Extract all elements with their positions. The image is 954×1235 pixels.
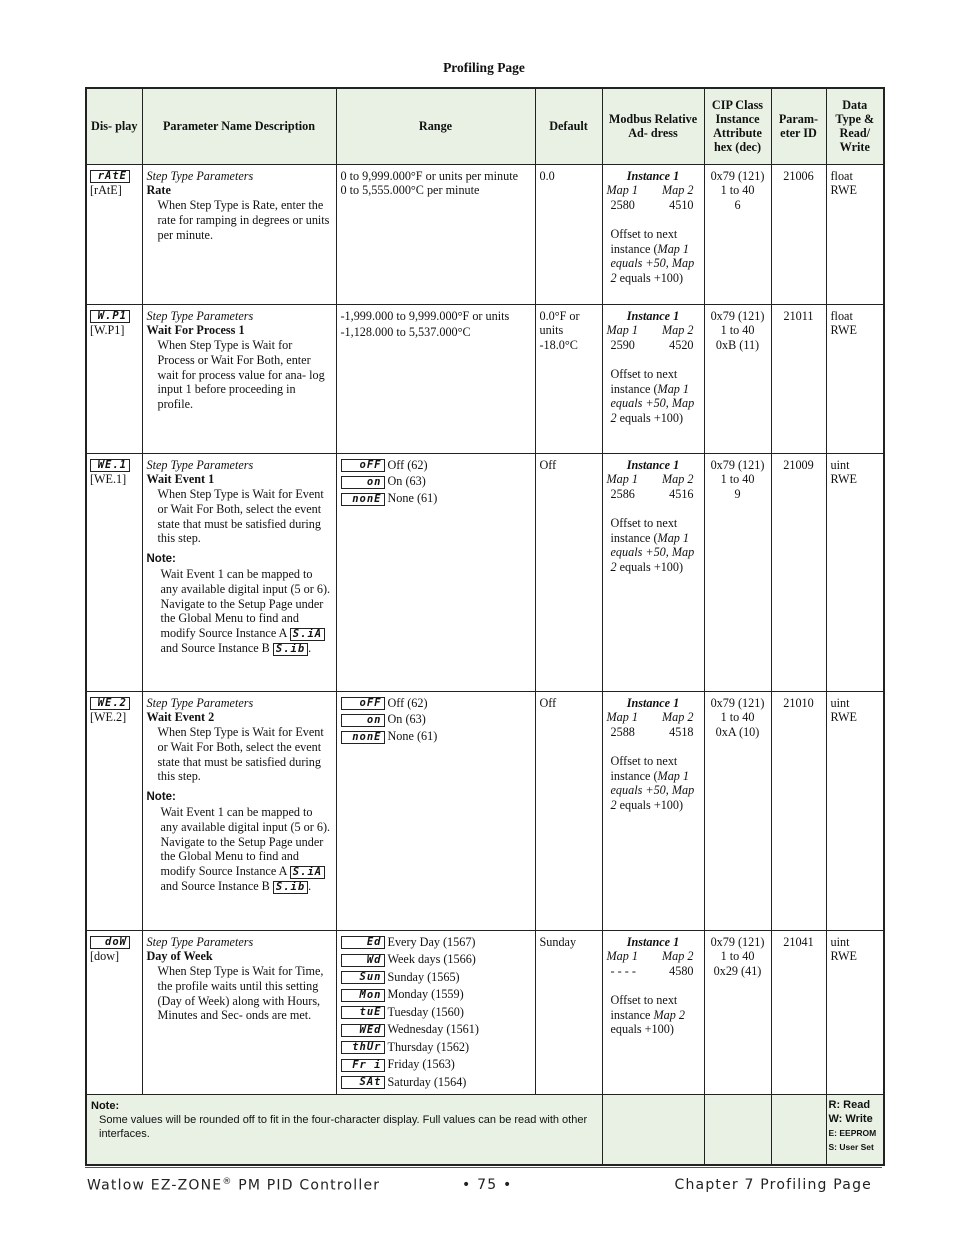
cip-instance: 1 to 40 — [720, 323, 755, 338]
offset-note: Offset to next instance (Map 1 equals +50, Map 2 equals +100) — [610, 366, 695, 426]
map1-address: 2586 — [610, 487, 635, 502]
option-item: nonE None (61) — [341, 491, 531, 506]
header-display: Dis- play — [86, 88, 142, 164]
table-row — [86, 164, 884, 304]
table-row — [86, 453, 884, 691]
footer-product: Watlow EZ-ZONE® PM PID Controller — [87, 1177, 381, 1194]
map2-label: Map 2 — [662, 472, 694, 487]
parameter-id: 21041 — [783, 934, 814, 949]
legend-write: W: Write — [828, 1113, 873, 1125]
lcd-option: tuE — [341, 1006, 385, 1019]
cip-instance: 1 to 40 — [720, 949, 755, 964]
table-row — [86, 691, 884, 930]
lcd-option: Mon — [341, 989, 385, 1002]
lcd-option: nonE — [341, 493, 385, 506]
note-label: Note: — [146, 553, 176, 566]
table-row — [86, 930, 884, 1095]
data-type: float — [830, 308, 853, 323]
param-description: When Step Type is Wait for Time, the profile waits until this setting (Day of Week) along with Hours, Minutes and Sec- onds are met. — [157, 964, 324, 1023]
option-item: oFF Off (62) — [341, 458, 531, 473]
lcd-display: rAtE — [90, 170, 130, 183]
map2-address: 4520 — [669, 338, 694, 353]
cip-class: 0x79 (121) — [710, 457, 765, 472]
cip-class: 0x79 (121) — [710, 695, 765, 710]
param-category: Step Type Parameters — [146, 168, 254, 183]
default-value: -18.0°C — [539, 338, 578, 353]
display-code: [rAtE] — [90, 183, 122, 198]
param-description: When Step Type is Wait for Process or Wait For Both, enter wait for process value for ana- log input 1 before proceeding in profile. — [157, 338, 325, 412]
default-value: Sunday — [539, 934, 577, 949]
param-name: Rate — [146, 183, 171, 198]
option-item: Sun Sunday (1565) — [341, 970, 531, 986]
option-item: thUr Thursday (1562) — [341, 1040, 531, 1056]
lcd-option: Sun — [341, 971, 385, 984]
footer-chapter: Chapter 7 Profiling Page — [674, 1177, 872, 1193]
map1-label: Map 1 — [606, 183, 638, 198]
offset-note: Offset to next instance (Map 1 equals +50, Map 2 equals +100) — [610, 753, 695, 813]
param-category: Step Type Parameters — [146, 695, 254, 710]
lcd-source-a: S.iA — [290, 628, 325, 641]
lcd-display: WE.1 — [90, 459, 130, 472]
header-name: Parameter Name Description — [142, 88, 336, 164]
option-item: on On (63) — [341, 712, 531, 727]
cip-attribute: 0xA (10) — [715, 725, 760, 740]
lcd-display: W.P1 — [90, 310, 130, 323]
map2-label: Map 2 — [662, 323, 694, 338]
lcd-option: nonE — [341, 731, 385, 744]
map1-address: - - - - — [610, 964, 636, 979]
lcd-option: Wd — [341, 954, 385, 967]
cip-attribute: 9 — [734, 487, 741, 502]
note-text: Wait Event 1 can be mapped to any available digital input (5 or 6). Navigate to the Setup Page under the Global Menu to find and modify Source Instance A S.iA and Source Instance B S.ib . — [160, 567, 331, 656]
map2-address: 4580 — [669, 964, 694, 979]
cip-class: 0x79 (121) — [710, 168, 765, 183]
cip-class: 0x79 (121) — [710, 934, 765, 949]
modbus-instance: Instance 1 — [626, 457, 680, 472]
data-type: uint — [830, 457, 850, 472]
param-description: When Step Type is Wait for Event or Wait For Both, select the event state that must be satisfied during this step. — [157, 725, 324, 784]
option-item: Wd Week days (1566) — [341, 952, 531, 968]
option-item: tuE Tuesday (1560) — [341, 1005, 531, 1021]
range-value: -1,999.000 to 9,999.000°F or units — [340, 308, 510, 323]
map2-address: 4510 — [669, 198, 694, 213]
header-range: Range — [336, 88, 535, 164]
map1-label: Map 1 — [606, 323, 638, 338]
default-value: 0.0 — [539, 168, 555, 183]
offset-note: Offset to next instance (Map 1 equals +50, Map 2 equals +100) — [610, 515, 695, 575]
header-row — [86, 88, 884, 164]
lcd-source-b: S.ib — [273, 881, 308, 894]
legend-user-set: S: User Set — [828, 1142, 874, 1152]
cip-class: 0x79 (121) — [710, 308, 765, 323]
option-item: WEd Wednesday (1561) — [341, 1022, 531, 1038]
cip-attribute: 0xB (11) — [715, 338, 760, 353]
option-item: Fr i Friday (1563) — [341, 1057, 531, 1073]
read-write: RWE — [830, 472, 857, 487]
map1-address: 2580 — [610, 198, 635, 213]
parameter-id: 21009 — [783, 457, 814, 472]
option-item: oFF Off (62) — [341, 696, 531, 711]
modbus-instance: Instance 1 — [626, 308, 680, 323]
lcd-option: SAt — [341, 1076, 385, 1089]
map1-label: Map 1 — [606, 472, 638, 487]
map1-address: 2588 — [610, 725, 635, 740]
map2-label: Map 2 — [662, 183, 694, 198]
read-write: RWE — [830, 183, 857, 198]
cip-attribute: 6 — [734, 198, 741, 213]
display-code: [dow] — [90, 949, 120, 964]
header-cip: CIP Class Instance Attribute hex (dec) — [704, 88, 771, 164]
legend-eeprom: E: EEPROM — [828, 1128, 877, 1138]
lcd-option: WEd — [341, 1024, 385, 1037]
note-label: Note: — [146, 791, 176, 804]
param-name: Wait Event 2 — [146, 710, 215, 725]
map1-address: 2590 — [610, 338, 635, 353]
display-code: [W.P1] — [90, 323, 125, 338]
lcd-option: on — [341, 476, 385, 489]
note-text: Wait Event 1 can be mapped to any available digital input (5 or 6). Navigate to the Setup Page under the Global Menu to find and modify Source Instance A S.iA and Source Instance B S.ib . — [160, 805, 331, 894]
option-item: SAt Saturday (1564) — [341, 1075, 531, 1091]
map1-label: Map 1 — [606, 710, 638, 725]
modbus-instance: Instance 1 — [626, 934, 680, 949]
note-row — [86, 1095, 884, 1165]
lcd-option: oFF — [341, 697, 385, 710]
default-value: Off — [539, 695, 557, 710]
footer-note-text: Some values will be rounded off to fit in the four-character display. Full values can be read with other interfaces. — [99, 1114, 588, 1140]
map2-label: Map 2 — [662, 949, 694, 964]
offset-note: Offset to next instance (Map 1 equals +50, Map 2 equals +100) — [610, 226, 695, 286]
header-default: Default — [535, 88, 602, 164]
param-category: Step Type Parameters — [146, 934, 254, 949]
parameter-id: 21011 — [783, 308, 814, 323]
cip-instance: 1 to 40 — [720, 710, 755, 725]
lcd-option: Fr i — [341, 1059, 385, 1072]
range-value: -1,128.000 to 5,537.000°C — [340, 325, 471, 340]
param-description: When Step Type is Wait for Event or Wait For Both, select the event state that must be satisfied during this step. — [157, 487, 324, 546]
read-write: RWE — [830, 323, 857, 338]
option-item: on On (63) — [341, 474, 531, 489]
modbus-instance: Instance 1 — [626, 695, 680, 710]
range-value: 0 to 9,999.000°F or units per minute — [340, 168, 519, 183]
header-data-type: Data Type & Read/ Write — [826, 88, 884, 164]
footer-note-label: Note: — [91, 1100, 120, 1112]
cip-instance: 1 to 40 — [720, 472, 755, 487]
map2-label: Map 2 — [662, 710, 694, 725]
default-value: 0.0°F or units — [539, 308, 580, 338]
read-write: RWE — [830, 949, 857, 964]
cip-attribute: 0x29 (41) — [713, 964, 762, 979]
lcd-source-a: S.iA — [290, 866, 325, 879]
offset-note: Offset to next instance Map 2 equals +100) — [610, 992, 685, 1037]
option-item: Ed Every Day (1567) — [341, 935, 531, 951]
data-type: float — [830, 168, 853, 183]
map2-address: 4516 — [669, 487, 694, 502]
default-value: Off — [539, 457, 557, 472]
footer-rule — [85, 1167, 882, 1168]
map2-address: 4518 — [669, 725, 694, 740]
display-code: [WE.1] — [90, 472, 127, 487]
page-title: Profiling Page — [443, 60, 525, 75]
table-row — [86, 304, 884, 453]
param-category: Step Type Parameters — [146, 457, 254, 472]
lcd-option: on — [341, 714, 385, 727]
header-param-id: Param- eter ID — [771, 88, 826, 164]
cip-instance: 1 to 40 — [720, 183, 755, 198]
page-number: • 75 • — [462, 1177, 513, 1193]
legend-read: R: Read — [828, 1099, 871, 1111]
param-category: Step Type Parameters — [146, 308, 254, 323]
lcd-display: WE.2 — [90, 697, 130, 710]
option-item: nonE None (61) — [341, 729, 531, 744]
range-value: 0 to 5,555.000°C per minute — [340, 183, 480, 198]
param-name: Wait For Process 1 — [146, 323, 245, 338]
param-name: Wait Event 1 — [146, 472, 215, 487]
lcd-option: Ed — [341, 936, 385, 949]
display-code: [WE.2] — [90, 710, 127, 725]
param-description: When Step Type is Rate, enter the rate for ramping in degrees or units per minute. — [157, 198, 330, 242]
parameter-table — [85, 87, 885, 1166]
lcd-display: doW — [90, 936, 130, 949]
parameter-id: 21010 — [783, 695, 814, 710]
header-modbus: Modbus Relative Ad- dress — [602, 88, 704, 164]
data-type: uint — [830, 934, 850, 949]
map1-label: Map 1 — [606, 949, 638, 964]
param-name: Day of Week — [146, 949, 213, 964]
parameter-id: 21006 — [783, 168, 814, 183]
option-item: Mon Monday (1559) — [341, 987, 531, 1003]
data-type: uint — [830, 695, 850, 710]
modbus-instance: Instance 1 — [626, 168, 680, 183]
lcd-option: oFF — [341, 459, 385, 472]
lcd-source-b: S.ib — [273, 643, 308, 656]
read-write: RWE — [830, 710, 857, 725]
lcd-option: thUr — [341, 1041, 385, 1054]
